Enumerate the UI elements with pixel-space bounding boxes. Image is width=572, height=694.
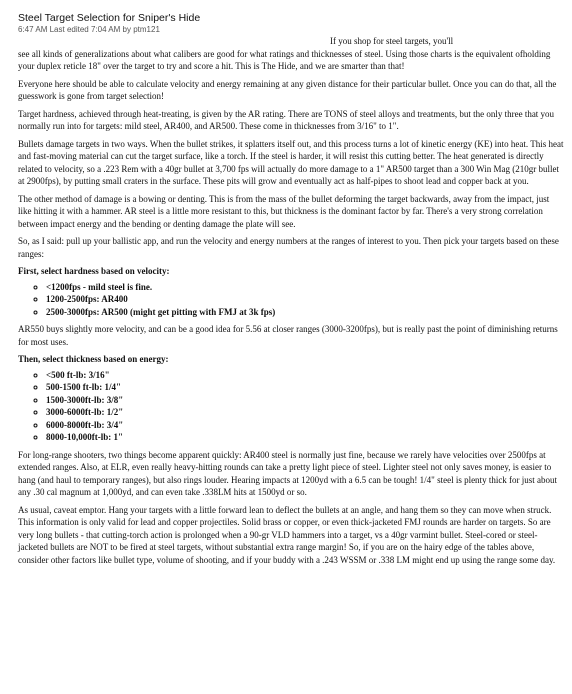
thickness-list [18, 369, 564, 444]
paragraph-caveat: As usual, caveat emptor. Hang your targets with a little forward lean to deflect the bullets at an angle, and hang them so they can move when struck. This information is only valid for lead and copper projectiles. Solid brass or copper, or even thick-jacketed FMJ rounds are harder on targets. So are very long bullets - that cutting-torch action is prolonged when a 90-gr VLD hammers into a target, vs a 40gr varmint bullet. Steel-cored or steel-jacketed bullets are NOT to be fired at steel targets, without substantial extra range margin! So, if you are on the hairy edge of the tables above, consider other factors like bullet type, volume of shooting, and if your buddy with a .243 WSSM or .338 LM might end up using the range some day. [18, 504, 556, 565]
post-time: 6:47 AM [18, 25, 48, 34]
thickness-heading-end: based on energy: [103, 354, 169, 364]
list-item: ◦ <1200fps - mild steel is fine. [46, 281, 564, 294]
list-item: ◦ 1500-3000ft-lb: 3/8" [46, 394, 564, 407]
paragraph-hardness: Target hardness, achieved through heat-treating, is given by the AR rating. There are TONS of steel alloys and treatments, but the only three that you normally run into for targets: mild steel, AR400, and AR500. These come in thicknesses from 3/16" to 1". [18, 108, 555, 131]
paragraph-long-range: For long-range shooters, two things become apparent quickly: AR400 steel is normally just fine, because we rarely have velocities over 2500fps at extended ranges. Also, at ELR, even really heavy-hitting rounds can take a pretty light piece of steel. Lighter steel not only saves money, is easier to hang (and haul to temporary ranges), but also rings louder. Hearing impacts at 1200yd with a 6.5 can be tough! 1/4" steel is plenty thick for just about any .30 cal magnum at 1,000yd, and can even take .338LM hits at 1500yd or so. [18, 449, 558, 497]
list-item: ◦ 1200-2500fps: AR400 [46, 293, 564, 306]
paragraph-ar550: AR550 buys slightly more velocity, and can be a good idea for 5.56 at closer ranges (3000-3200fps), but is really past the point of diminishing returns for most uses. [18, 324, 558, 347]
hardness-heading-start: First, select [18, 266, 62, 276]
list-item: ◦ 2500-3000fps: AR500 (might get pitting with FMJ at 3k fps) [46, 306, 564, 319]
post-author-link[interactable]: ptm121 [133, 25, 160, 34]
paragraph-ballistic-app: So, as I said: pull up your ballistic app, and run the velocity and energy numbers at the ranges of interest to you. Then pick your targets based on these ranges: [18, 236, 559, 259]
hardness-heading-keyword: hardness [64, 266, 99, 276]
list-item: ◦ 500-1500 ft-lb: 1/4" [46, 381, 564, 394]
list-item: ◦ 8000-10,000ft-lb: 1" [46, 431, 564, 444]
hardness-list [18, 281, 564, 319]
thickness-heading-start: Then, select [18, 354, 64, 364]
paragraph-calc: Everyone here should be able to calculate velocity and energy remaining at any given distance for their particular bullet. Once you can do that, all the guesswork is gone from target selection! [18, 78, 557, 101]
thickness-heading-keyword: thickness [65, 354, 102, 364]
paragraph-damage-denting: The other method of damage is a bowing or denting. This is from the mass of the bullet deforming the target backwards, away from the impact, just like hitting it with a hammer. AR steel is a little more resistant to this, but thickness is the dominant factor by far. There's a very strong correlation between impact energy and the bending or denting damage the plate will see. [18, 193, 550, 229]
intro-rest-text: see all kinds of generalizations about what calibers are good for what ratings and thicknesses of steel. Using those charts is the equivalent ofholding your duplex reticle 18" over the target to try and score a hit. This is The Hide, and we are smarter than that! [18, 48, 551, 71]
intro-paragraph [18, 35, 564, 73]
post-body [18, 35, 564, 566]
post-edited-label: Last edited 7:04 AM by [49, 25, 131, 34]
list-item: ◦ <500 ft-lb: 3/16" [46, 369, 564, 382]
thickness-heading [18, 353, 564, 366]
intro-lead-text: If you shop for steel targets, you'll [330, 36, 454, 46]
post-meta [18, 25, 564, 35]
hardness-heading-end: based on velocity: [101, 266, 170, 276]
post-title: Steel Target Selection for Sniper's Hide [18, 12, 201, 24]
hardness-heading [18, 265, 564, 278]
paragraph-damage-heat: Bullets damage targets in two ways. When the bullet strikes, it splatters itself out, and this process turns a lot of kinetic energy (KE) into heat. This heat and fast-moving material can cut the target surface, like a torch. If the steel is harder, it will resist this cutting better. The heat generated is directly related to velocity, so a .223 Rem with a 40gr bullet at 3,700 fps will actually do more damage to a 1" AR500 target than a 300 Win Mag (210gr bullet at 2900fps), by putting small craters in the surface. These pits will grow and eventually act as half-pipes to shoot lead and copper back at you. [18, 138, 564, 186]
list-item: ◦ 6000-8000ft-lb: 3/4" [46, 419, 564, 432]
list-item: ◦ 3000-6000ft-lb: 1/2" [46, 406, 564, 419]
